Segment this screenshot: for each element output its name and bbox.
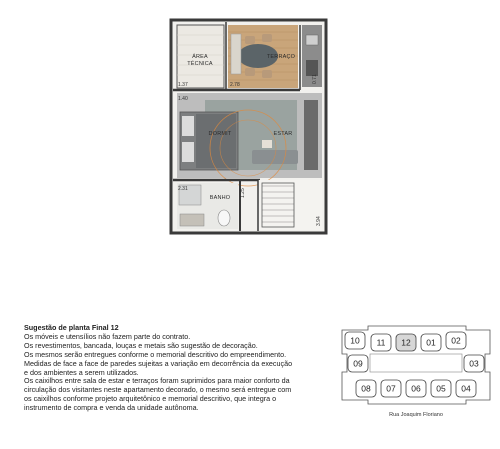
- svg-text:12: 12: [401, 337, 411, 348]
- dim-5: 1.25: [240, 188, 246, 198]
- unit-02: [446, 332, 466, 349]
- dim-4: 2.31: [178, 186, 188, 192]
- unit-07: [381, 380, 401, 397]
- notes-heading: Sugestão de planta Final 12: [24, 323, 119, 332]
- kitchen-sink: [306, 35, 318, 45]
- tv-unit: [304, 100, 318, 170]
- label-area-tecnica-1: ÁREA: [192, 54, 208, 60]
- unit-09: [348, 355, 368, 372]
- notes-line: instrumento de compra e venda da unidade autônoma.: [24, 403, 199, 413]
- bed-duvet: [196, 114, 236, 168]
- svg-text:05: 05: [436, 383, 446, 394]
- notes-line: circulação dos visitantes neste apartamento decorado, o mesmo será entregue com: [24, 385, 292, 395]
- svg-text:09: 09: [353, 358, 363, 369]
- bath-vanity: [180, 214, 204, 226]
- bed-pillow-2: [182, 142, 194, 162]
- notes-line: Medidas de face a face de paredes sujeitas a variação em decorrência da execução: [24, 358, 293, 368]
- unit-08: [356, 380, 376, 397]
- notes-line: Os caixilhos entre sala de estar e terraços foram suprimidos para maior conforto da: [24, 376, 290, 386]
- svg-text:11: 11: [376, 337, 386, 348]
- dim-6: 0.71: [312, 74, 318, 84]
- notes-line: e dos ambientes a serem utilizados.: [24, 367, 139, 377]
- side-table: [262, 140, 272, 148]
- svg-text:06: 06: [411, 383, 421, 394]
- terrace-chair-4: [262, 70, 272, 78]
- notes-line: Os revestimentos, bancada, louças e metais são sugestão de decoração.: [24, 340, 258, 350]
- dim-7: 3.94: [316, 216, 322, 226]
- label-banho: BANHO: [209, 195, 231, 201]
- entrance-area: [258, 180, 322, 230]
- svg-text:03: 03: [469, 358, 479, 369]
- unit-03: [464, 355, 484, 372]
- notes-line: os caixilhos conforme projeto arquitetônico e memorial descritivo, que integra o: [24, 394, 277, 404]
- unit-10: [345, 332, 365, 349]
- dim-3: 1.40: [178, 96, 188, 102]
- svg-text:07: 07: [386, 383, 396, 394]
- key-plan-corridor: [370, 354, 462, 372]
- bath-toilet: [218, 210, 230, 226]
- unit-11: [371, 334, 391, 351]
- unit-06: [406, 380, 426, 397]
- unit-05: [431, 380, 451, 397]
- label-estar: ESTAR: [273, 131, 293, 137]
- label-dormit: DORMIT: [208, 131, 232, 137]
- plan-notes: [24, 324, 340, 413]
- bed-pillow-1: [182, 116, 194, 136]
- label-terraco: TERRAÇO: [266, 54, 296, 60]
- key-plan: [340, 324, 492, 424]
- unit-01: [421, 334, 441, 351]
- unit-12-highlighted: [396, 334, 416, 351]
- unit-04: [456, 380, 476, 397]
- notes-line: Os mesmos serão entregues conforme o memorial descritivo do empreendimento.: [24, 349, 287, 359]
- svg-text:01: 01: [426, 337, 436, 348]
- terrace-chair-2: [262, 34, 272, 42]
- notes-line: Os móveis e utensílios não fazem parte do contrato.: [24, 331, 191, 341]
- svg-text:02: 02: [451, 335, 461, 346]
- svg-text:04: 04: [461, 383, 471, 394]
- street-name: Rua Joaquim Floriano: [389, 412, 443, 418]
- svg-text:08: 08: [361, 383, 371, 394]
- dim-2: 2.78: [230, 82, 240, 88]
- terrace-bench: [231, 34, 241, 74]
- kitchen-appliance: [306, 60, 318, 76]
- terrace-chair-3: [245, 68, 255, 76]
- label-area-tecnica-2: TÉCNICA: [187, 61, 213, 67]
- terrace-chair-1: [245, 36, 255, 44]
- svg-text:10: 10: [350, 335, 360, 346]
- dim-1: 1.37: [178, 82, 188, 88]
- sofa: [252, 150, 298, 164]
